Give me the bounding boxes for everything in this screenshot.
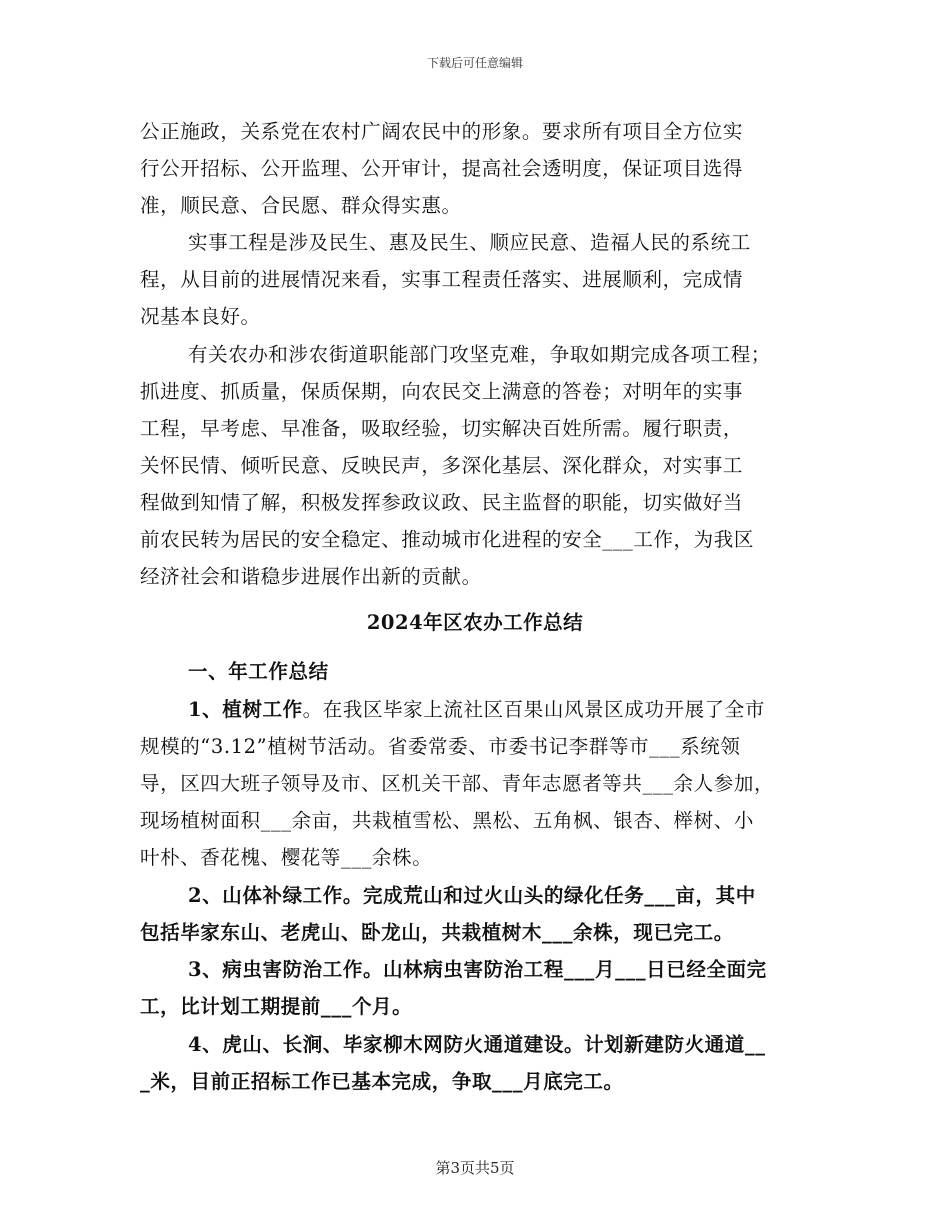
item1-line: 叶朴、香花槐、樱花等___余株。 <box>140 846 433 869</box>
item1-text: 。在我区毕家上流社区百果山风景区成功开展了全市 <box>302 698 765 721</box>
item4-line: 4、虎山、长涧、毕家柳木网防火通道建设。计划新建防火通道__ <box>188 1033 766 1056</box>
item1-line: 规模的“3.12”植树节活动。省委常委、市委书记李群等市___系统领 <box>140 735 741 758</box>
item3-line: 工，比计划工期提前___个月。 <box>140 995 413 1018</box>
paragraph3-line: 抓进度、抓质量，保质保期，向农民交上满意的答卷；对明年的实事 <box>140 380 744 403</box>
item1-line <box>188 694 765 722</box>
paragraph2-line: 程，从目前的进展情况来看，实事工程责任落实、进展顺利，完成情 <box>140 268 744 291</box>
item4-line: _米，目前正招标工作已基本完成，争取___月底完工。 <box>140 1070 624 1093</box>
paragraph3-line: 程做到知情了解，积极发挥参政议政、民主监督的职能，切实做好当 <box>140 491 744 514</box>
item1-line: 现场植树面积___余亩，共栽植雪松、黑松、五角枫、银杏、榉树、小 <box>140 809 754 832</box>
section-heading: 一、年工作总结 <box>188 660 329 683</box>
page-header-note: 下载后可任意编辑 <box>426 56 523 70</box>
paragraph3-line: 经济社会和谐稳步进展作出新的贡献。 <box>140 565 482 588</box>
paragraph1-line: 行公开招标、公开监理、公开审计，提高社会透明度，保证项目选得 <box>140 157 744 180</box>
paragraph2-line: 况基本良好。 <box>140 305 261 328</box>
paragraph3-line: 工程，早考虑、早准备，吸取经验，切实解决百姓所需。履行职责， <box>140 417 744 440</box>
item2-line: 包括毕家东山、老虎山、卧龙山，共栽植树木___余株，现已完工。 <box>140 921 734 944</box>
item2-line: 2、山体补绿工作。完成荒山和过火山头的绿化任务___亩，其中 <box>188 884 756 907</box>
paragraph1-line: 准，顺民意、合民愿、群众得实惠。 <box>140 194 462 217</box>
item1-lead: 1、植树工作 <box>188 698 303 721</box>
paragraph3-line: 有关农办和涉农街道职能部门攻坚克难，争取如期完成各项工程； <box>188 343 771 366</box>
paragraph3-line: 前农民转为居民的安全稳定、推动城市化进程的安全___工作，为我区 <box>140 528 754 551</box>
paragraph3-line: 关怀民情、倾听民意、反映民声，多深化基层、深化群众，对实事工 <box>140 454 744 477</box>
paragraph2-line: 实事工程是涉及民生、惠及民生、顺应民意、造福人民的系统工 <box>188 231 751 254</box>
item1-line: 导，区四大班子领导及市、区机关干部、青年志愿者等共___余人参加， <box>140 772 775 795</box>
item3-line: 3、病虫害防治工作。山林病虫害防治工程___月___日已经全面完 <box>188 958 767 981</box>
paragraph1-line: 公正施政，关系党在农村广阔农民中的形象。要求所有项目全方位实 <box>140 120 744 143</box>
page-number: 第3页共5页 <box>435 1159 515 1177</box>
document-title: 2024年区农办工作总结 <box>366 611 584 634</box>
